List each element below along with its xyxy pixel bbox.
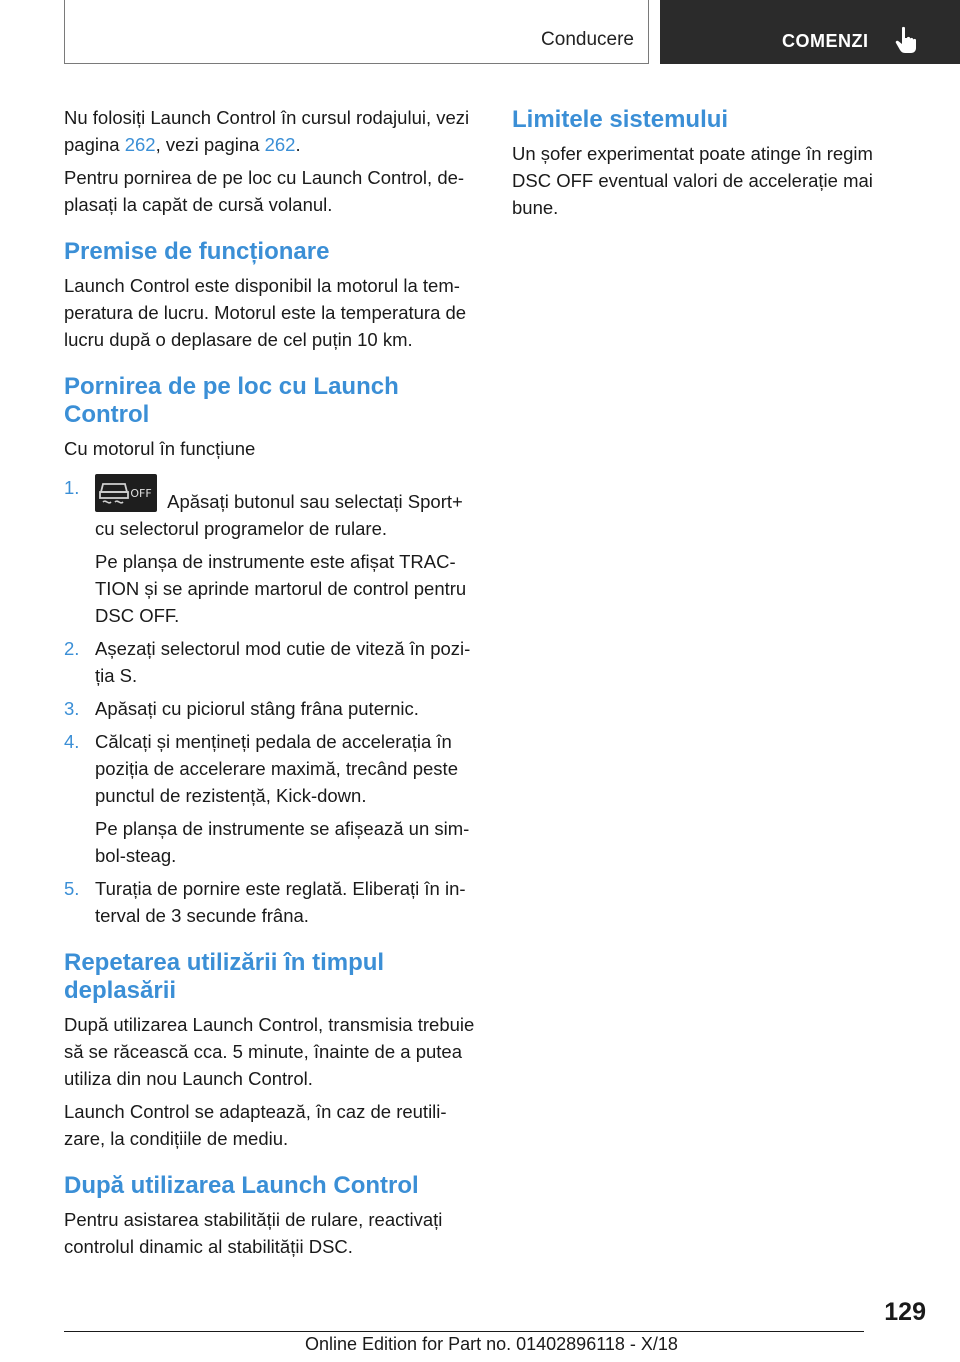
- step-number: 2.: [64, 638, 80, 659]
- left-column: [64, 104, 479, 1266]
- page-number: 129: [884, 1298, 926, 1326]
- step-text: Călcați și mențineți pedala de accelerația în poziția de accelerare maximă, trecând peste punctul de rezistență, Kick-down.: [95, 731, 458, 806]
- right-column: [512, 104, 892, 227]
- premise-paragraph: Launch Control este disponibil la motorul la temperatura de lucru. Motorul este la temperatura de lucru după o deplasare de cel puțin 10 km.: [64, 275, 467, 350]
- intro-text-mid: , vezi pagina: [155, 134, 265, 155]
- header-section-box: [64, 0, 649, 64]
- hand-pointer-icon: [894, 26, 920, 54]
- step-item: [64, 635, 479, 689]
- intro-paragraph-2: Pentru pornirea de pe loc cu Launch Control, deplasați la capăt de cursă volanul.: [64, 167, 465, 215]
- step-item: [64, 474, 479, 629]
- step-number: 5.: [64, 878, 80, 899]
- step-item: [64, 875, 479, 929]
- page-link-262-second[interactable]: 262: [264, 134, 296, 155]
- header-chapter-tab[interactable]: [660, 0, 960, 64]
- heading-repetarea: Repetarea utilizării în timpul deplasării: [64, 949, 385, 1004]
- heading-limite: Limitele sistemului: [512, 106, 729, 133]
- steps-list: [64, 474, 479, 929]
- intro-paragraph-1: [64, 104, 479, 158]
- step-text: Apăsați cu piciorul stâng frâna puternic.: [95, 698, 419, 719]
- header-section-title: Conducere: [541, 29, 634, 50]
- heading-dupa: După utilizarea Launch Control: [64, 1172, 419, 1199]
- limite-paragraph: Un șofer experimentat poate atinge în regim DSC OFF eventual valori de accelerație mai bune.: [512, 143, 873, 218]
- dupa-paragraph: Pentru asistarea stabilității de rulare, reactivați controlul dinamic al stabilității DSC.: [64, 1209, 443, 1257]
- step-number: 4.: [64, 731, 80, 752]
- heading-premise: Premise de funcționare: [64, 238, 330, 265]
- repetarea-paragraph-2: Launch Control se adaptează, în caz de reutilizare, la condițiile de mediu.: [64, 1101, 447, 1149]
- pornirea-intro: Cu motorul în funcțiune: [64, 438, 256, 459]
- traction-off-button-icon: [95, 474, 157, 512]
- step-item: [64, 728, 479, 869]
- footer-edition: Online Edition for Part no. 01402896118 - X/18: [305, 1334, 678, 1354]
- button-off-label: OFF: [130, 487, 152, 500]
- step-note: Pe planșa de instrumente se afișează un simbol-steag.: [95, 818, 470, 866]
- heading-pornirea: Pornirea de pe loc cu Launch Control: [64, 373, 399, 428]
- step-item: [64, 695, 479, 722]
- step-number: 1.: [64, 477, 80, 498]
- intro-text: Nu folosiți Launch Control în cursul rodajului, vezi pagina: [64, 107, 470, 155]
- step-text: Turația de pornire este reglată. Eliberați în interval de 3 secunde frâna.: [95, 878, 466, 926]
- footer-divider: [64, 1331, 864, 1332]
- step-text: Așezați selectorul mod cutie de viteză în poziția S.: [95, 638, 471, 686]
- step-note: Pe planșa de instrumente este afișat TRACTION și se aprinde martorul de control pentru DSC OFF.: [95, 551, 467, 626]
- repetarea-paragraph-1: După utilizarea Launch Control, transmisia trebuie să se răcească cca. 5 minute, înainte de a putea utiliza din nou Launch Control.: [64, 1014, 475, 1089]
- step-text: Apăsați butonul sau selectați Sport+ cu selectorul programelor de rulare.: [95, 491, 463, 539]
- step-number: 3.: [64, 698, 80, 719]
- page-link-262[interactable]: 262: [124, 134, 156, 155]
- header-chapter-title: COMENZI: [782, 31, 869, 51]
- intro-text-end: .: [295, 134, 301, 155]
